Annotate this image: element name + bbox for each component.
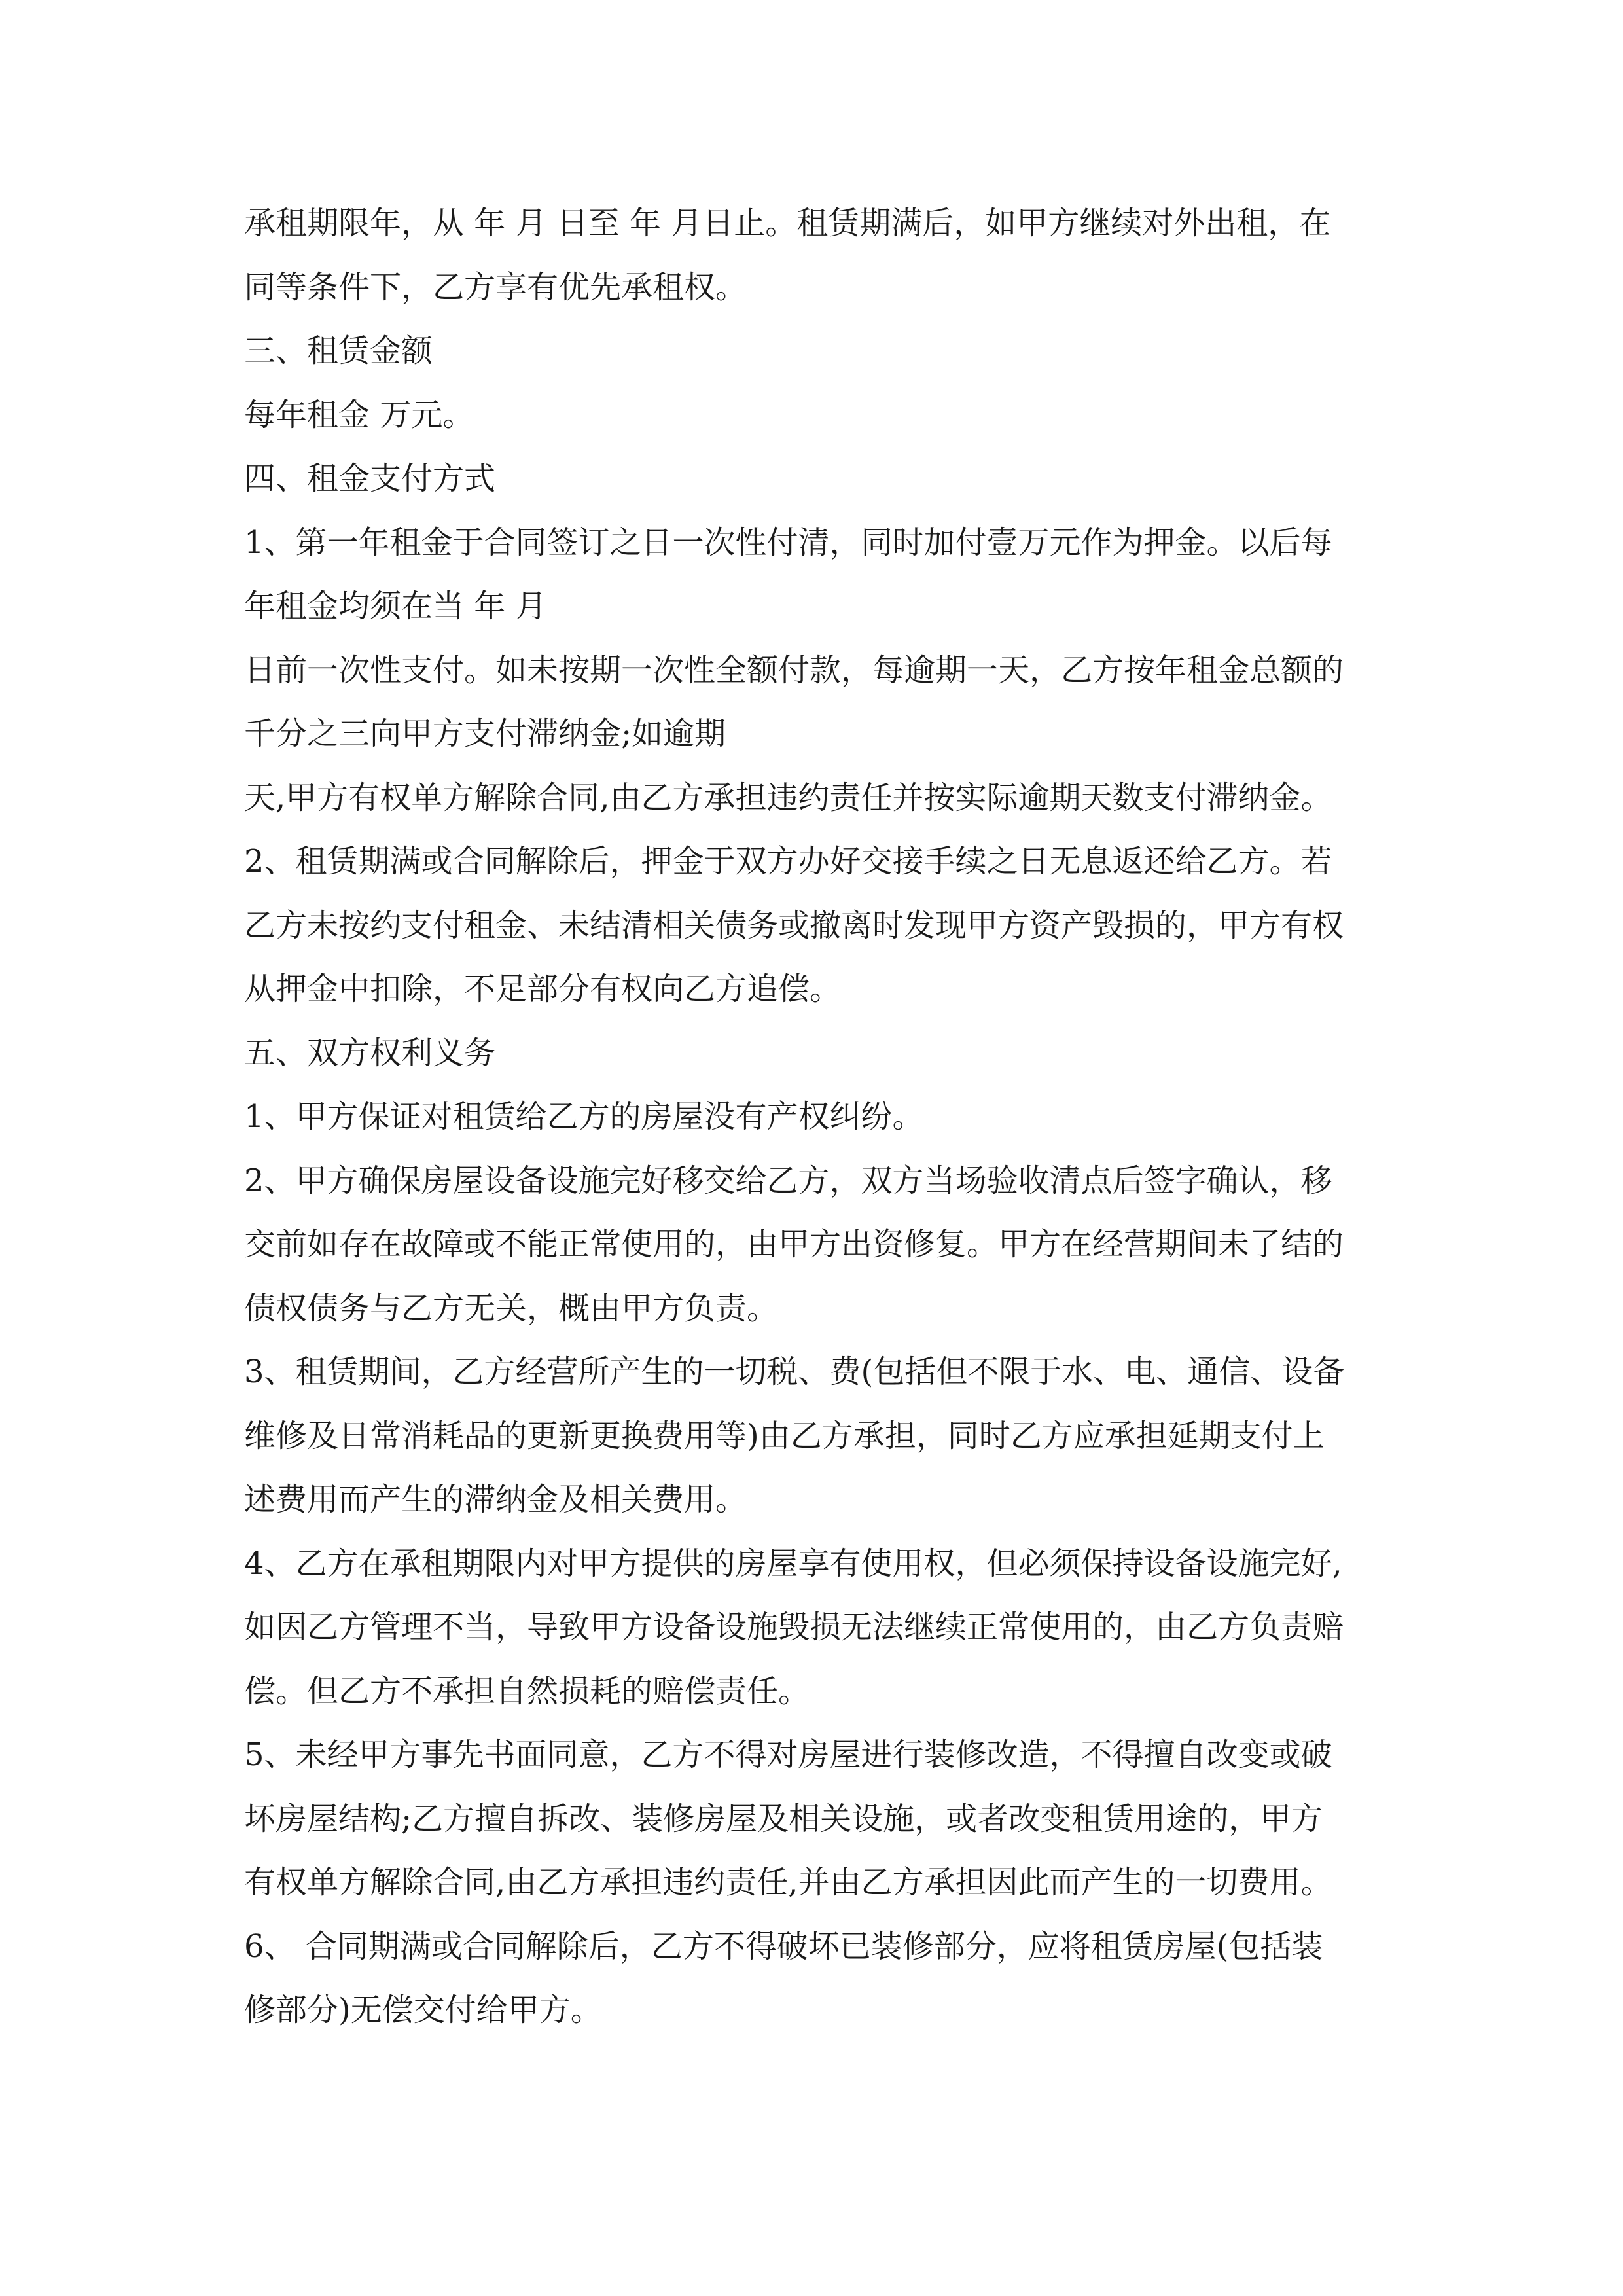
text-line: 天,甲方有权单方解除合同,由乙方承担违约责任并按实际逾期天数支付滞纳金。	[244, 779, 1332, 816]
text-line: 从押金中扣除，不足部分有权向乙方追偿。	[244, 971, 842, 1007]
text-line: 交前如存在故障或不能正常使用的，由甲方出资修复。甲方在经营期间未了结的	[244, 1226, 1344, 1263]
text-line: 4、乙方在承租期限内对甲方提供的房屋享有使用权，但必须保持设备设施完好,	[244, 1545, 1342, 1582]
section-heading: 三、租赁金额	[244, 332, 433, 369]
text-line: 1、甲方保证对租赁给乙方的房屋没有产权纠纷。	[244, 1098, 924, 1135]
text-line: 日前一次性支付。如未按期一次性全额付款，每逾期一天，乙方按年租金总额的	[244, 651, 1344, 689]
text-line: 3、租赁期间，乙方经营所产生的一切税、费(包括但不限于水、电、通信、设备	[244, 1354, 1345, 1390]
text-line: 年租金均须在当 年 月	[244, 588, 547, 624]
text-line: 6、 合同期满或合同解除后，乙方不得破坏已装修部分，应将租赁房屋(包括装	[244, 1928, 1323, 1965]
section-heading: 五、双方权利义务	[244, 1034, 496, 1071]
text-line: 5、未经甲方事先书面同意，乙方不得对房屋进行装修改造，不得擅自改变或破	[244, 1736, 1332, 1773]
contract-text	[244, 192, 1383, 2043]
text-line: 每年租金 万元。	[244, 396, 474, 433]
text-line: 承租期限年，从 年 月 日至 年 月日止。租赁期满后，如甲方继续对外出租，在	[244, 205, 1331, 242]
text-line: 同等条件下，乙方享有优先承租权。	[244, 268, 747, 306]
text-line: 1、第一年租金于合同签订之日一次性付清，同时加付壹万元作为押金。以后每	[244, 524, 1332, 561]
text-line: 述费用而产生的滞纳金及相关费用。	[244, 1481, 747, 1518]
text-line: 2、甲方确保房屋设备设施完好移交给乙方，双方当场验收清点后签字确认，移	[244, 1162, 1332, 1199]
text-line: 维修及日常消耗品的更新更换费用等)由乙方承担，同时乙方应承担延期支付上	[244, 1417, 1325, 1454]
text-line: 有权单方解除合同,由乙方承担违约责任,并由乙方承担因此而产生的一切费用。	[244, 1864, 1332, 1901]
section-heading: 四、租金支付方式	[244, 460, 496, 497]
text-line: 债权债务与乙方无关，概由甲方负责。	[244, 1289, 779, 1327]
text-line: 偿。但乙方不承担自然损耗的赔偿责任。	[244, 1672, 810, 1710]
text-line: 修部分)无偿交付给甲方。	[244, 1992, 602, 2028]
text-line: 2、租赁期满或合同解除后，押金于双方办好交接手续之日无息返还给乙方。若	[244, 843, 1332, 880]
text-line: 乙方未按约支付租金、未结清相关债务或撤离时发现甲方资产毁损的，甲方有权	[244, 906, 1344, 944]
text-line: 如因乙方管理不当，导致甲方设备设施毁损无法继续正常使用的，由乙方负责赔	[244, 1609, 1344, 1645]
text-line: 千分之三向甲方支付滞纳金;如逾期	[244, 715, 726, 752]
text-line: 坏房屋结构;乙方擅自拆改、装修房屋及相关设施，或者改变租赁用途的，甲方	[244, 1800, 1323, 1837]
